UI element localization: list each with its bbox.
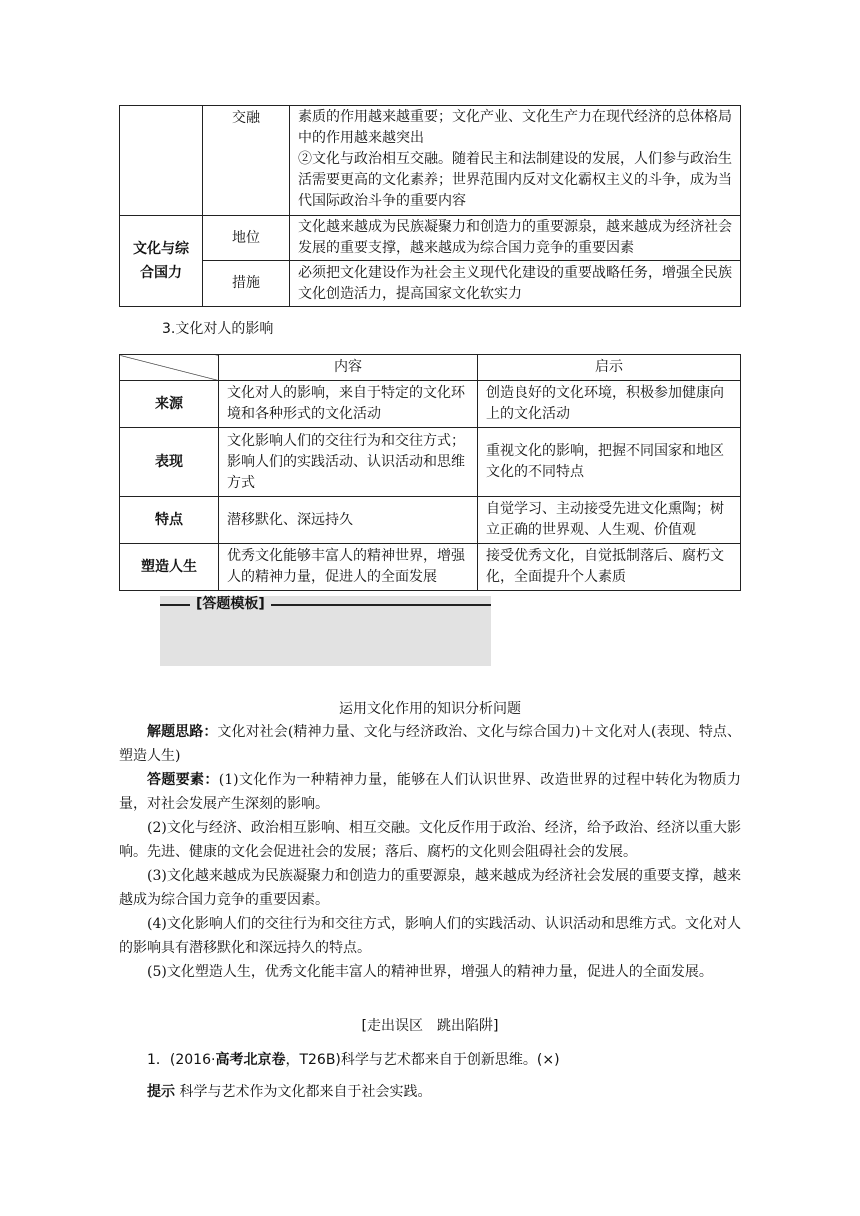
element-item: (3)文化越来越成为民族凝聚力和创造力的重要源泉，越来越成为经济社会发展的重要支撑，越来越成为综合国力竞争的重要因素。 [119, 868, 741, 908]
element-item: (5)文化塑造人生，优秀文化能丰富人的精神世界，增强人的精神力量，促进人的全面发展。 [147, 964, 713, 980]
elements-label: 答题要素： [147, 772, 219, 788]
table-cell: 文化越来越成为民族凝聚力和创造力的重要源泉，越来越成为经济社会发展的重要支撑，越来越成为综合国力竞争的重要因素 [290, 216, 741, 261]
question-source: 高考北京卷 [215, 1052, 286, 1068]
element-item: (4)文化影响人们的交往行为和交往方式，影响人们的实践活动、认识活动和思维方式。文化对人的影响具有潜移默化和深远持久的特点。 [119, 916, 741, 956]
table-cell: 优秀文化能够丰富人的精神世界，增强人的精神力量，促进人的全面发展 [219, 544, 478, 591]
template-label: [答题模板] [190, 596, 271, 612]
question-text: ，T26B)科学与艺术都来自于创新思维。(×) [285, 1052, 560, 1068]
row-subheading: 交融 [203, 106, 290, 216]
mistakes-title: [走出误区 跳出陷阱] [361, 1018, 499, 1034]
row-label: 来源 [120, 381, 219, 428]
row-label: 塑造人生 [120, 544, 219, 591]
content-title: 运用文化作用的知识分析问题 [339, 701, 521, 717]
row-label: 特点 [120, 497, 219, 544]
table-cell: 自觉学习、主动接受先进文化熏陶；树立正确的世界观、人生观、价值观 [478, 497, 741, 544]
cell-text: ②文化与政治相互交融。随着民主和法制建设的发展，人们参与政治生活需要更高的文化素养；世界范围内反对文化霸权主义的斗争，成为当代国际政治斗争的重要内容 [298, 151, 732, 209]
table-cell: 创造良好的文化环境，积极参加健康向上的文化活动 [478, 381, 741, 428]
diagonal-header-cell [120, 355, 219, 381]
elements-paragraph [119, 768, 741, 816]
approach-paragraph [119, 720, 741, 768]
approach-text: 文化对社会(精神力量、文化与经济政治、文化与综合国力)＋文化对人(表现、特点、塑造人生) [119, 724, 741, 764]
hint-text: 科学与艺术作为文化都来自于社会实践。 [179, 1084, 432, 1100]
row-subheading: 措施 [203, 261, 290, 307]
table-cell: 必须把文化建设作为社会主义现代化建设的重要战略任务，增强全民族文化创造活力，提高国家文化软实力 [290, 261, 741, 307]
table-cell: 潜移默化、深远持久 [219, 497, 478, 544]
section-heading: 3.文化对人的影响 [162, 321, 274, 337]
table-cell [290, 106, 741, 216]
question-1 [119, 1048, 741, 1072]
culture-power-table [119, 105, 741, 307]
approach-label: 解题思路： [147, 724, 218, 740]
table-cell [120, 106, 203, 216]
table-cell: 文化影响人们的交往行为和交往方式；影响人们的实践活动、认识活动和思维方式 [219, 428, 478, 497]
culture-impact-table [119, 354, 741, 591]
answer-body [119, 720, 741, 984]
question-prefix: 1．(2016· [147, 1052, 216, 1068]
table-cell: 文化对人的影响，来自于特定的文化环境和各种形式的文化活动 [219, 381, 478, 428]
answer-template-box [160, 596, 491, 666]
hint [119, 1080, 741, 1104]
row-subheading: 地位 [203, 216, 290, 261]
column-header: 启示 [478, 355, 741, 381]
table-cell: 重视文化的影响，把握不同国家和地区文化的不同特点 [478, 428, 741, 497]
cell-text: 素质的作用越来越重要；文化产业、文化生产力在现代经济的总体格局中的作用越来越突出 [298, 109, 732, 146]
row-label: 表现 [120, 428, 219, 497]
element-item: (2)文化与经济、政治相互影响、相互交融。文化反作用于政治、经济，给予政治、经济以重大影响。先进、健康的文化会促进社会的发展；落后、腐朽的文化则会阻碍社会的发展。 [119, 820, 741, 860]
hint-label: 提示 [147, 1084, 175, 1100]
element-item: (1)文化作为一种精神力量，能够在人们认识世界、改造世界的过程中转化为物质力量，对社会发展产生深刻的影响。 [119, 772, 741, 812]
column-header: 内容 [219, 355, 478, 381]
table-cell: 接受优秀文化，自觉抵制落后、腐朽文化，全面提升个人素质 [478, 544, 741, 591]
group-heading: 文化与综合国力 [120, 216, 203, 307]
